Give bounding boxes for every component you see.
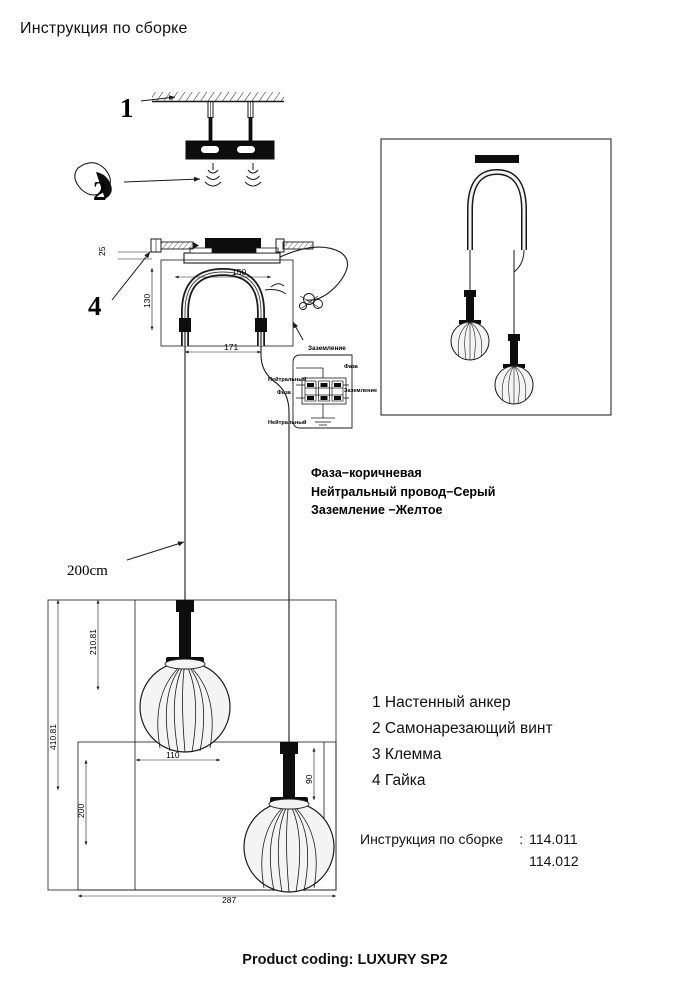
nut-screw-right: [276, 239, 313, 252]
codes-label: Инструкция по сборке: [360, 831, 504, 847]
callout-4-label: 4: [88, 291, 102, 321]
callout-2-group: [75, 163, 200, 206]
self-tapping-screw-right: [245, 163, 261, 186]
reference-inset: [381, 139, 611, 415]
main-assembly-group: [88, 238, 348, 352]
legend-item-3: 3 Клемма: [372, 746, 442, 763]
dim-25-label: 25: [97, 246, 107, 256]
page-title: Инструкция по сборке: [20, 20, 188, 37]
wire-legend-line-1: Фаза−коричневая: [311, 466, 422, 480]
dim-410-81-label: 410.81: [48, 724, 58, 750]
inset-lamp-right: [495, 334, 533, 404]
dim-410-81: [48, 600, 58, 790]
lamp-right-cap: [280, 742, 298, 754]
ceiling-plate: [186, 141, 274, 159]
parts-legend: [372, 690, 553, 794]
wall-anchor-left: [208, 102, 213, 142]
mount-bar: [205, 238, 261, 253]
dim-171-label: 171: [224, 342, 239, 352]
lamp-left-globe-neck: [165, 659, 205, 669]
code-value-1: 114.011: [529, 831, 578, 847]
lamp-right-globe-neck: [269, 799, 309, 809]
inset-arch-outer: [470, 172, 524, 250]
dim-200-label: 200: [76, 803, 86, 818]
dim-171: [185, 342, 261, 352]
dim-200cm-group: [67, 542, 184, 579]
arch-cap-left: [179, 318, 191, 332]
dim-25: [97, 246, 152, 259]
wire-legend-line-3: Заземление −Желтое: [311, 503, 443, 517]
fixture-cable: [265, 290, 286, 295]
terminal-leader: [293, 322, 303, 340]
dim-90-label: 90: [304, 774, 314, 784]
wire-legend-line-2: Нейтральный провод−Серый: [311, 484, 496, 499]
ceiling-group: [120, 92, 284, 142]
code-value-2: 114.012: [529, 853, 579, 869]
lamp-left-cap: [176, 600, 194, 612]
label-neutral-left: Нейтральный: [268, 377, 307, 383]
label-phase-left: Фаза: [277, 390, 291, 396]
dim-200cm-leader: [127, 542, 184, 560]
product-coding-footer: Product coding: LUXURY SP2: [242, 952, 448, 968]
lamp-right-stem: [283, 754, 295, 798]
callout-2-leader: [124, 179, 200, 182]
inset-canopy: [475, 155, 519, 163]
callout-1-label: 1: [120, 93, 134, 123]
callout-2-label: 2: [93, 176, 107, 206]
codes-colon: :: [519, 831, 524, 847]
plate-slot-left: [201, 146, 219, 153]
self-tapping-screw-left: [205, 163, 221, 186]
plate-slot-right: [237, 146, 255, 153]
dim-210-81-label: 210.81: [88, 629, 98, 655]
dim-110-label: 110: [166, 750, 180, 760]
dim-287: [78, 895, 336, 905]
terminal-screws: [307, 383, 341, 400]
arch-cap-right: [255, 318, 267, 332]
lamp-left-globe: [140, 662, 230, 752]
dim-210-81: [88, 600, 98, 690]
canopy-plate: [184, 253, 280, 263]
dim-90: [304, 748, 314, 800]
lamp-left-stem: [179, 612, 191, 658]
inset-cord-right-bend: [514, 250, 524, 288]
wall-anchor-right: [248, 102, 253, 142]
dim-150-label: 150: [232, 267, 247, 277]
terminal-body: [302, 378, 346, 404]
ceiling-hatch: [152, 92, 284, 101]
dim-130-label: 130: [142, 293, 152, 308]
lamp-right: [244, 742, 334, 892]
dim-200: [76, 760, 86, 845]
dim-287-label: 287: [222, 895, 237, 905]
label-ground-right: Заземление: [344, 388, 378, 394]
terminal-block-group: [268, 322, 377, 428]
product-codes-block: [360, 828, 579, 872]
inset-lamp-left: [451, 290, 489, 360]
cable-connector-cluster: [300, 294, 323, 310]
wire-color-legend: [311, 464, 495, 520]
legend-item-4: 4 Гайка: [372, 772, 426, 789]
dim-200cm-label: 200cm: [67, 563, 108, 579]
canopy-slot-right: [256, 248, 278, 253]
inset-frame: [381, 139, 611, 415]
legend-item-2: 2 Самонарезающий винт: [372, 720, 553, 737]
legend-item-1: 1 Настенный анкер: [372, 694, 511, 711]
supply-cable: [280, 247, 348, 300]
label-phase-right: Фаза: [344, 364, 358, 370]
ceiling-plate-group: [75, 141, 274, 206]
dim-130: [142, 268, 152, 330]
label-neutral-right: Нейтральный: [268, 420, 307, 426]
arch-tube-inner: [185, 272, 261, 346]
lamp-right-globe: [244, 802, 334, 892]
label-ground: Заземление: [308, 345, 346, 352]
lamp-left: [140, 600, 230, 752]
